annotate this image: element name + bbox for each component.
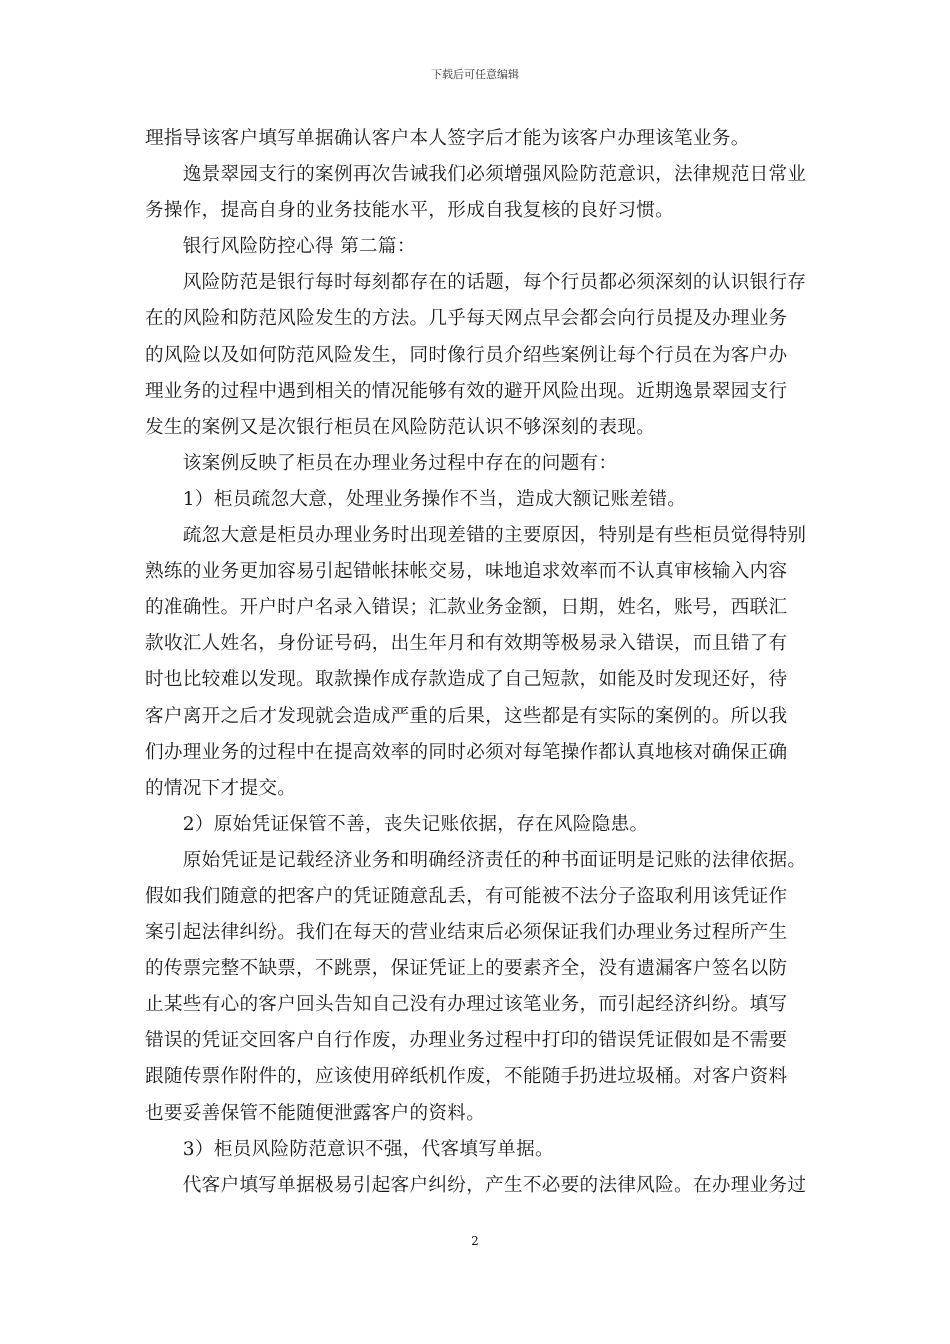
- page-header: 下载后可任意编辑: [431, 68, 519, 81]
- text-line: 错误的凭证交回客户自行作废，办理业务过程中打印的错误凭证假如是不需要: [145, 1030, 788, 1052]
- text-line: 疏忽大意是柜员办理业务时出现差错的主要原因，特别是有些柜员觉得特别: [145, 525, 807, 547]
- text-line: 们办理业务的过程中在提高效率的同时必须对每笔操作都认真地核对确保正确: [145, 741, 788, 763]
- text-line: 2）原始凭证保管不善，丧失记账依据，存在风险隐患。: [145, 813, 649, 835]
- text-line: 的风险以及如何防范风险发生，同时像行员介绍些案例让每个行员在为客户办: [145, 344, 788, 366]
- text-line: 的情况下才提交。: [145, 777, 297, 799]
- text-line: 时也比较难以发现。取款操作成存款造成了自己短款，如能及时发现还好，待: [145, 669, 788, 691]
- text-line: 在的风险和防范风险发生的方法。几乎每天网点早会都会向行员提及办理业务: [145, 308, 788, 330]
- text-line: 原始凭证是记载经济业务和明确经济责任的种书面证明是记账的法律依据。: [145, 849, 807, 871]
- text-line: 务操作，提高自身的业务技能水平，形成自我复核的良好习惯。: [145, 200, 675, 222]
- text-line: 理业务的过程中遇到相关的情况能够有效的避开风险出现。近期逸景翠园支行: [145, 380, 788, 402]
- text-line: 客户离开之后才发现就会造成严重的后果，这些都是有实际的案例的。所以我: [145, 705, 788, 727]
- text-line: 逸景翠园支行的案例再次告诫我们必须增强风险防范意识，法律规范日常业: [145, 164, 807, 186]
- text-line: 跟随传票作附件的，应该使用碎纸机作废，不能随手扔进垃圾桶。对客户资料: [145, 1066, 788, 1088]
- text-line: 1）柜员疏忽大意，处理业务操作不当，造成大额记账差错。: [145, 488, 687, 510]
- text-line: 该案例反映了柜员在办理业务过程中存在的问题有：: [145, 452, 618, 474]
- text-line: 止某些有心的客户回头告知自己没有办理过该笔业务，而引起经济纠纷。填写: [145, 994, 788, 1016]
- text-line: 代客户填写单据极易引起客户纠纷，产生不必要的法律风险。在办理业务过: [145, 1174, 807, 1196]
- text-line: 银行风险防控心得 第二篇：: [145, 236, 416, 258]
- text-line: 的准确性。开户时户名录入错误；汇款业务金额，日期，姓名，账号，西联汇: [145, 597, 788, 619]
- text-line: 发生的案例又是次银行柜员在风险防范认识不够深刻的表现。: [145, 416, 656, 438]
- text-line: 风险防范是银行每时每刻都存在的话题，每个行员都必须深刻的认识银行存: [145, 272, 807, 294]
- text-line: 理指导该客户填写单据确认客户本人签字后才能为该客户办理该笔业务。: [145, 128, 750, 149]
- text-line: 3）柜员风险防范意识不强，代客填写单据。: [145, 1138, 554, 1160]
- text-line: 熟练的业务更加容易引起错帐抹帐交易，味地追求效率而不认真审核输入内容: [145, 561, 788, 583]
- text-line: 款收汇人姓名，身份证号码，出生年月和有效期等极易录入错误，而且错了有: [145, 633, 788, 655]
- text-line: 假如我们随意的把客户的凭证随意乱丢，有可能被不法分子盗取利用该凭证作: [145, 885, 788, 907]
- page-number: 2: [471, 1234, 479, 1248]
- text-line: 案引起法律纠纷。我们在每天的营业结束后必须保证我们办理业务过程所产生: [145, 922, 788, 944]
- text-line: 的传票完整不缺票，不跳票，保证凭证上的要素齐全，没有遗漏客户签名以防: [145, 958, 788, 980]
- text-line: 也要妥善保管不能随便泄露客户的资料。: [145, 1102, 486, 1124]
- document-body: [145, 121, 810, 1204]
